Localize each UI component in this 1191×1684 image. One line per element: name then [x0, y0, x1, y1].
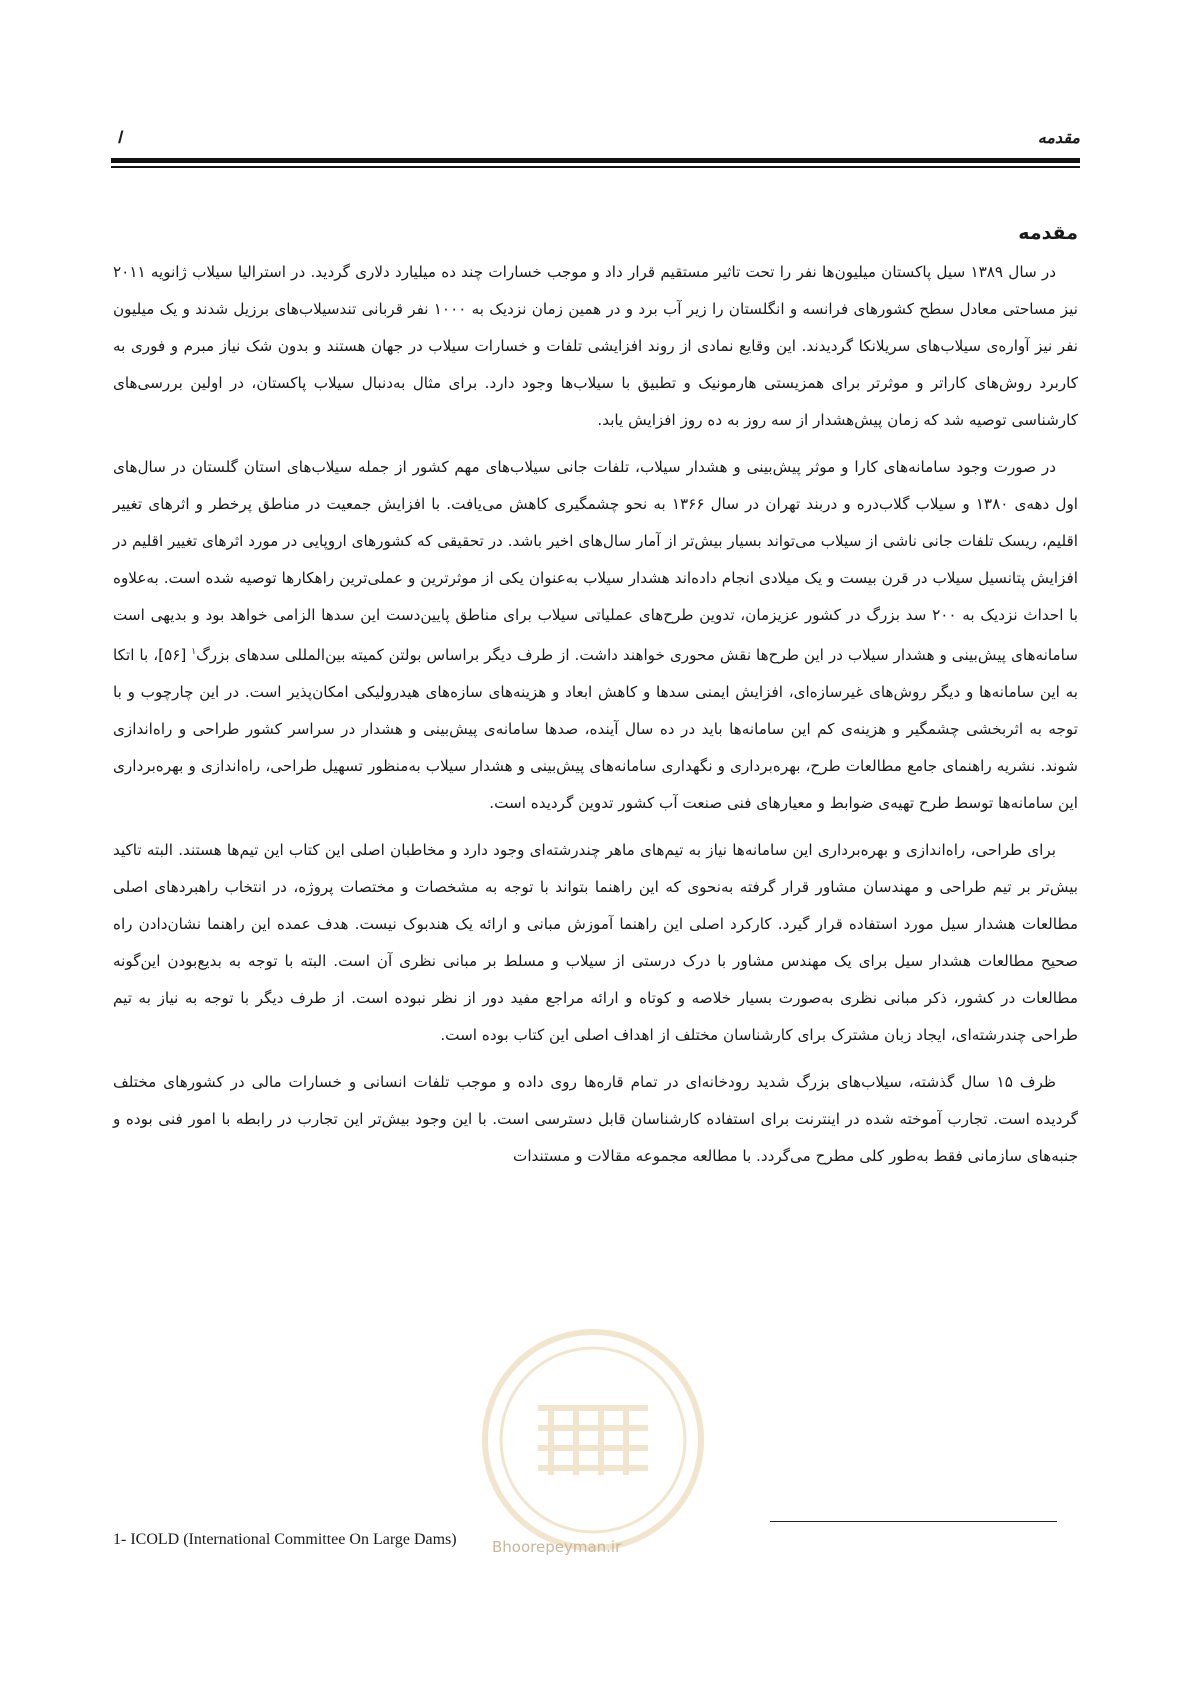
paragraph-1: در سال ۱۳۸۹ سیل پاکستان میلیون‌ها نفر را تحت تاثیر مستقیم قرار داد و موجب خسارات چند ده میلیارد دلاری گردید. در استرالیا سیلاب ژانویه ۲۰۱۱ نیز مساحتی معادل سطح کشورهای فرانسه و انگلستان را زیر آب برد و در همین زمان نزدیک به ۱۰۰۰ نفر قربانی تندسیلاب‌های برزیل شدند و یک میلیون نفر نیز آواره‌ی سیلاب‌های سریلانکا گردیدند. این وقایع نمادی از روند افزایشی تلفات و خسارات سیلاب در جهان هستند و بدون شک نیاز مبرم و فوری به کاربرد روش‌های کاراتر و موثرتر برای همزیستی هارمونیک و تطبیق با سیلاب‌ها وجود دارد. برای مثال به‌دنبال سیلاب پاکستان، در اولین بررسی‌های کارشناسی توصیه شد که زمان پیش‌هشدار از سه روز به ده روز افزایش یابد. — [113, 263, 1078, 429]
section-heading: مقدمه — [1018, 222, 1078, 244]
footnote: 1- ICOLD (International Committee On Large Dams) — [113, 1531, 457, 1548]
watermark-seal-icon — [478, 1325, 708, 1555]
paragraph-2-text: در صورت وجود سامانه‌های کارا و موثر پیش‌بینی و هشدار سیلاب، تلفات جانی سیلاب‌های مهم کشور از جمله سیلاب‌های استان گلستان در سال‌های اول دهه‌ی ۱۳۸۰ و سیلاب گلاب‌دره و دربند تهران در سال ۱۳۶۶ به نحو چشمگیری کاهش می‌یافت. با افزایش جمعیت در مناطق پرخطر و اثرهای تغییر اقلیم، ریسک تلفات جانی ناشی از سیلاب می‌تواند بسیار بیش‌تر از آمار سال‌های اخیر باشد. در تحقیقی که کشورهای اروپایی در مورد اثرهای تغییر اقلیم در افزایش پتانسیل سیلاب در قرن بیست و یک میلادی انجام داده‌اند هشدار سیلاب به‌عنوان یکی از موثرترین و عملی‌ترین راهکارها توصیه شده است. به‌علاوه با احداث نزدیک به ۲۰۰ سد بزرگ در کشور عزیزمان، تدوین طرح‌های عملیاتی سیلاب برای مناطق پایین‌دست این سدها الزامی خواهد بود و بدیهی است سامانه‌های پیش‌بینی و هشدار سیلاب در این طرح‌ها نقش محوری خواهند داشت. از طرف دیگر براساس بولتن کمیته بین‌المللی سدهای بزرگ — [113, 458, 1079, 665]
header-rule-thick — [111, 158, 1080, 163]
page-body — [113, 218, 1078, 1185]
footnote-marker[interactable]: ۱ — [191, 647, 197, 657]
page-number: ا — [117, 128, 122, 147]
running-header-title: مقدمه — [1037, 128, 1080, 147]
footnote-rule — [770, 1521, 1057, 1522]
paragraph-2 — [113, 449, 1078, 822]
paragraph-4: ظرف ۱۵ سال گذشته، سیلاب‌های بزرگ شدید رودخانه‌ای در تمام قاره‌ها روی داده و موجب تلفات انسانی و خسارات مالی در کشورهای مختلف گردیده است. تجارب آموخته شده در اینترنت برای استفاده کارشناسان قابل دسترسی است. با این وجود بیش‌تر این تجارب در رابطه با امور فنی بوده و جنبه‌های سازمانی فقط به‌طور کلی مطرح می‌گردد. با مطالعه مجموعه مقالات و مستندات — [113, 1073, 1078, 1166]
paragraph-3: برای طراحی، راه‌اندازی و بهره‌برداری این سامانه‌ها نیاز به تیم‌های ماهر چندرشته‌ای وجود دارد و مخاطبان اصلی این کتاب این تیم‌ها هستند. البته تاکید بیش‌تر بر تیم طراحی و مهندسان مشاور قرار گرفته به‌نحوی که این راهنما بتواند با توجه به مشخصات و مختصات پروژه، در انتخاب راهبردهای اصلی مطالعات هشدار سیل مورد استفاده قرار گیرد. کارکرد اصلی این راهنما آموزش مبانی و ارائه یک هندبوک نیست. هدف عمده این راهنما نشان‌دادن راه صحیح مطالعات هشدار سیل برای یک مهندس مشاور با درک درستی از سیلاب و مسلط بر مبانی نظری آن است. البته با توجه به بدیع‌بودن این‌گونه مطالعات در کشور، ذکر مبانی نظری به‌صورت بسیار خلاصه و کوتاه و ارائه مراجع مفید دور از نظر نبوده است. از طرف دیگر با توجه به نیاز به تیم طراحی چندرشته‌ای، ایجاد زبان مشترک برای کارشناسان مختلف از اهداف اصلی این کتاب بوده است. — [113, 841, 1078, 1045]
header-rule-thin — [111, 166, 1080, 168]
watermark-text: Bhoorepeyman.ir — [492, 1538, 622, 1556]
page-header — [111, 128, 1080, 150]
paragraph-2-continuation: [۵۶]، با اتکا به این سامانه‌ها و دیگر روش‌های غیرسازه‌ای، افزایش ایمنی سدها و کاهش ابعاد و هزینه‌های سازه‌های هیدرولیکی امکان‌پذیر است. در این چارچوب و با توجه به اثربخشی چشمگیر و هزینه‌ی کم این سامانه‌ها باید در ده سال آینده، صدها سامانه‌ی پیش‌بینی و هشدار در سراسر کشور طراحی و راه‌اندازی شوند. نشریه راهنمای جامع مطالعات طرح، بهره‌برداری و نگهداری سامانه‌های پیش‌بینی و هشدار سیلاب به‌منظور تسهیل طراحی، راه‌اندازی و بهره‌برداری این سامانه‌ها توسط طرح تهیه‌ی ضوابط و معیارهای فنی صنعت آب کشور تدوین گردیده است. — [113, 646, 1078, 813]
